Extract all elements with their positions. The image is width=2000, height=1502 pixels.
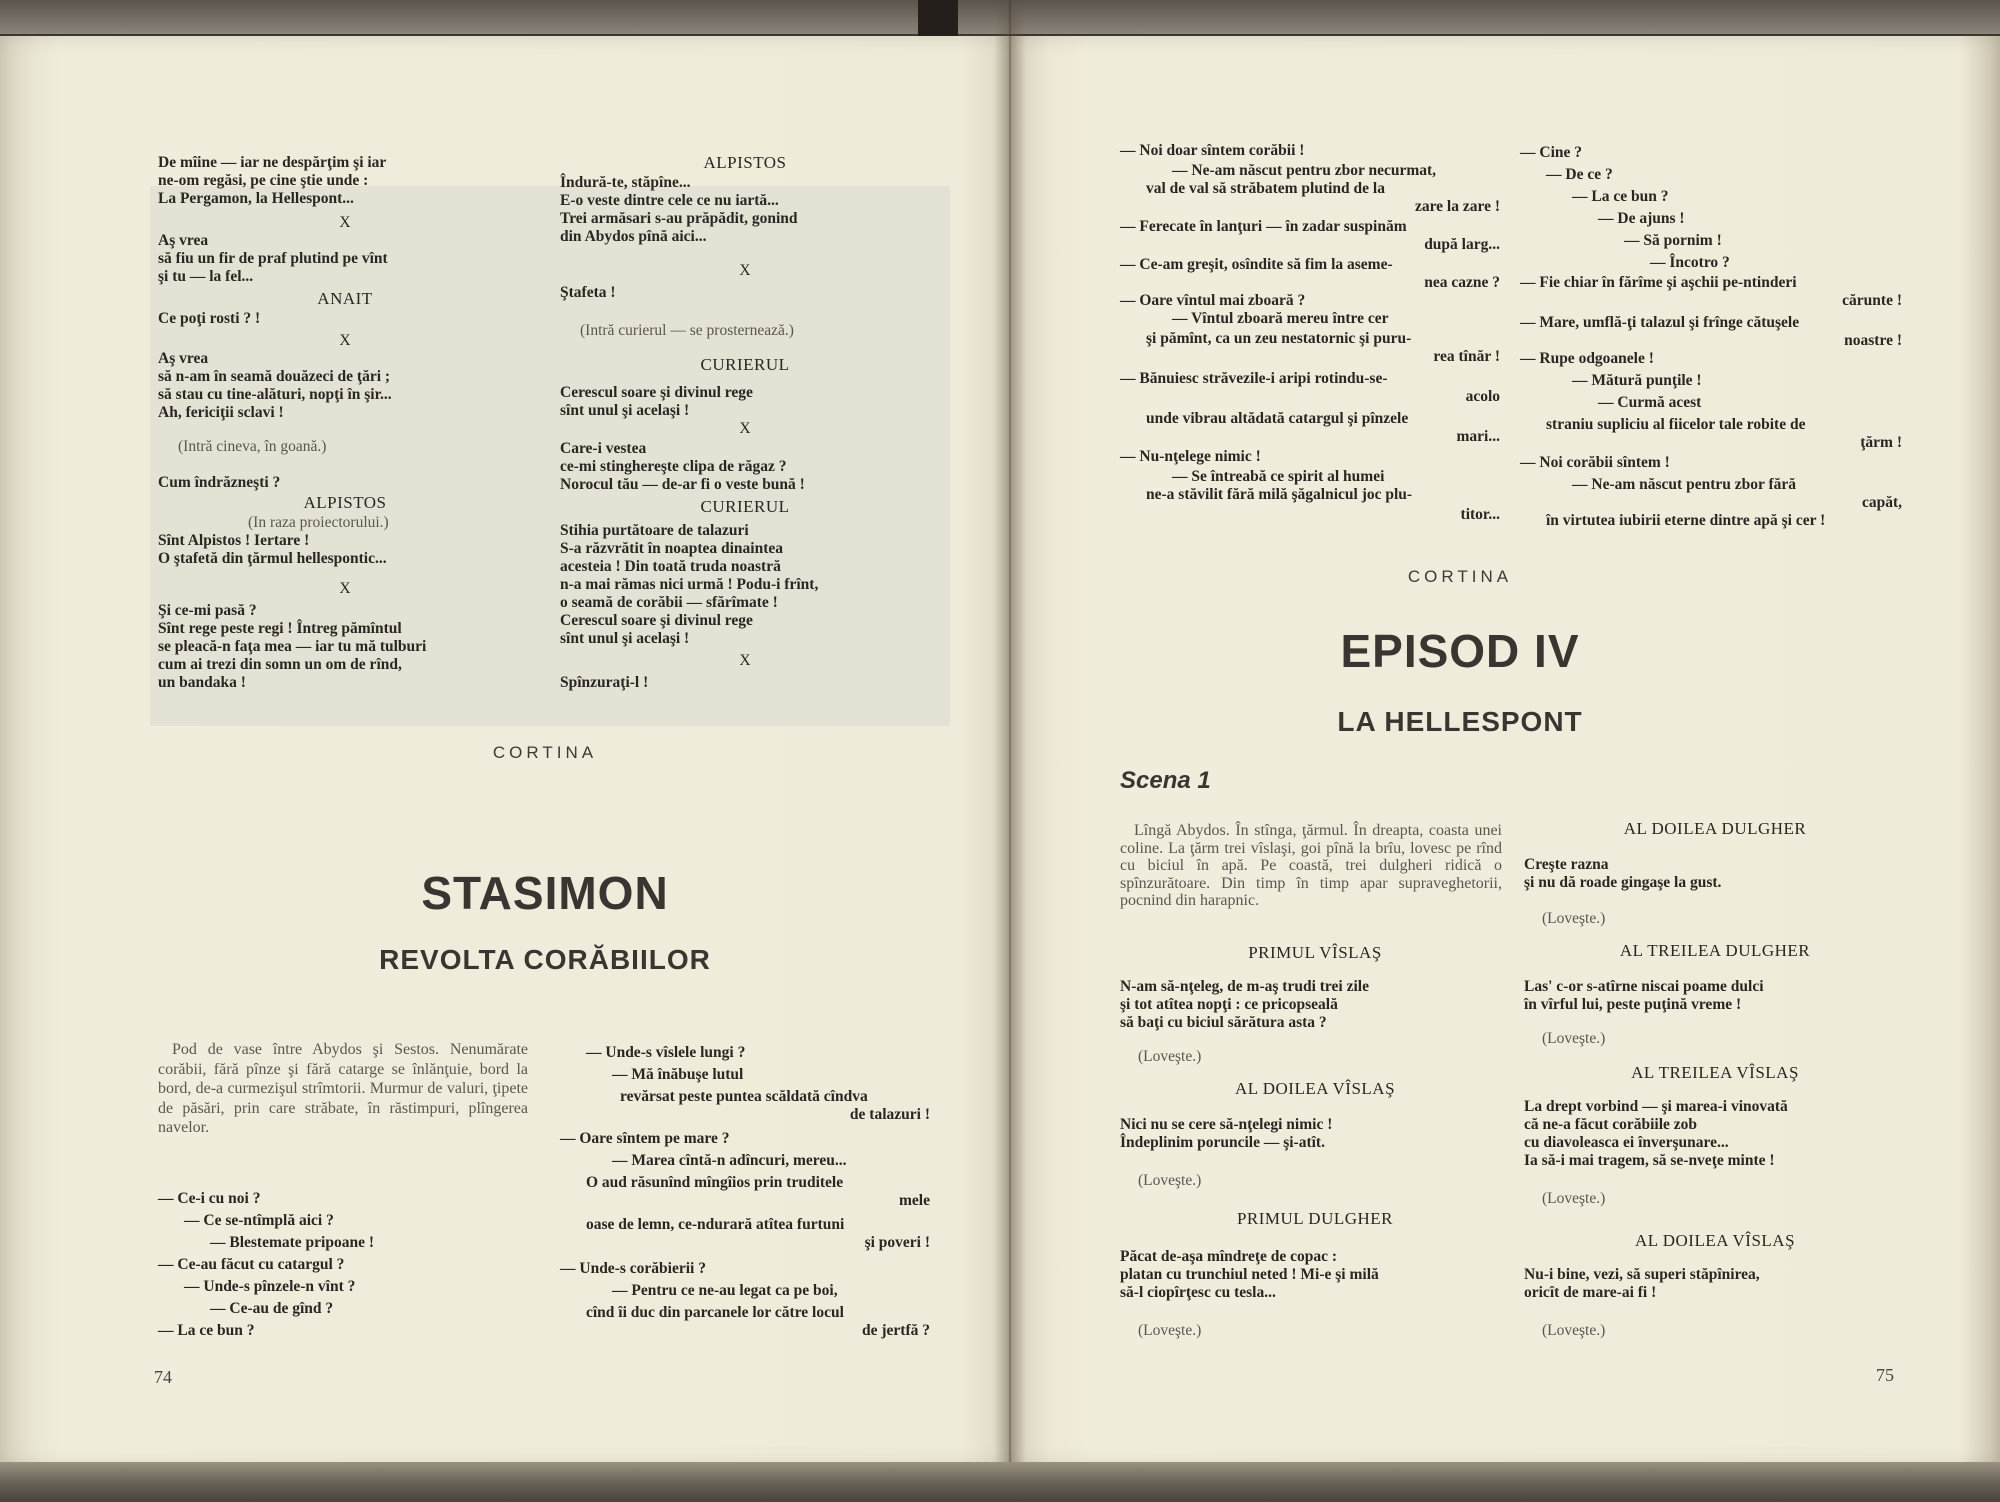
text-line: zare la zare ! xyxy=(1414,198,1500,215)
stage-direction: (Loveşte.) xyxy=(1542,1190,1606,1207)
text-line: cînd îi duc din parcanele lor către locul xyxy=(586,1304,844,1321)
text-line: şi tu — la fel... xyxy=(158,268,254,285)
section-title: EPISOD IV xyxy=(1340,625,1580,677)
stage-direction: (Loveşte.) xyxy=(1138,1048,1202,1065)
text-line: Norocul tău — de-ar fi o veste bună ! xyxy=(560,476,805,493)
text-line: ce-mi stinghereşte clipa de răgaz ? xyxy=(560,458,787,475)
text-line: în vîrful lui, peste puţină vreme ! xyxy=(1524,996,1742,1013)
text-line: — De ce ? xyxy=(1546,166,1613,183)
text-line: — Fie chiar în fărîme şi aşchii pe-ntinderi xyxy=(1520,274,1797,291)
stage-direction: (Loveşte.) xyxy=(1542,1322,1606,1339)
stage-intro: Pod de vase între Abydos şi Sestos. Nenumărate corăbii, fără pînze şi fără catarge se înlănţuie, bord la bord, de-a curmezişul strîmtorii. Murmur de valuri, ţipete de păsări, prin care străbate, în răstimpuri, plîngerea navelor. xyxy=(158,1041,528,1136)
text-line: oricît de mare-ai fi ! xyxy=(1524,1284,1657,1301)
text-line: — Curmă acest xyxy=(1598,394,1702,411)
text-line: val de val să străbatem plutind de la xyxy=(1146,180,1385,197)
text-line: — Mătură punţile ! xyxy=(1572,372,1702,389)
text-line: — Ce-au de gînd ? xyxy=(210,1300,334,1317)
speaker-name: ANAIT xyxy=(317,289,373,308)
text-line: Îndură-te, stăpîne... xyxy=(560,174,691,191)
text-line: Ce poţi rosti ? ! xyxy=(158,310,261,327)
text-line: nea cazne ? xyxy=(1424,274,1500,291)
text-line: Trei armăsari s-au prăpădit, gonind xyxy=(560,210,798,227)
speaker-name: AL TREILEA VÎSLAŞ xyxy=(1631,1063,1799,1082)
speaker-name: AL TREILEA DULGHER xyxy=(1619,941,1811,960)
text-line: n-a mai rămas nici urmă ! Podu-i frînt, xyxy=(560,576,819,593)
text-line: cum ai trezi din somn un om de rînd, xyxy=(158,656,402,673)
stage-direction: (Loveşte.) xyxy=(1542,910,1606,927)
text-line: din Abydos pînă aici... xyxy=(560,228,707,245)
text-line: — Noi corăbii sîntem ! xyxy=(1520,454,1670,471)
text-line: să fiu un fir de praf plutind pe vînt xyxy=(158,250,388,267)
text-line: în virtutea iubirii eterne dintre apă şi cer ! xyxy=(1546,512,1826,529)
text-line: noastre ! xyxy=(1844,332,1902,349)
text-line: Sînt Alpistos ! Iertare ! xyxy=(158,532,310,549)
speaker-name: ALPISTOS xyxy=(303,493,387,512)
speaker-mark: X xyxy=(739,262,751,279)
text-line: — Nu-nţelege nimic ! xyxy=(1120,448,1261,465)
book-bottom-edge xyxy=(0,1462,2000,1502)
text-line: Care-i vestea xyxy=(560,440,647,457)
speaker-mark: X xyxy=(739,420,751,437)
text-line: mari... xyxy=(1456,428,1500,445)
text-line: şi nu dă roade gingaşe la gust. xyxy=(1524,874,1722,891)
left-page xyxy=(0,36,1010,1466)
text-line: cu diavoleasca ei înverşunare... xyxy=(1524,1134,1729,1151)
text-line: — Pentru ce ne-au legat ca pe boi, xyxy=(612,1282,838,1299)
text-line: — Încotro ? xyxy=(1650,254,1730,271)
text-line: Creşte razna xyxy=(1524,856,1609,873)
text-line: — Ce se-ntîmplă aici ? xyxy=(184,1212,334,1229)
text-line: Cum îndrăzneşti ? xyxy=(158,474,281,491)
text-line: Nu-i bine, vezi, să superi stăpînirea, xyxy=(1524,1266,1760,1283)
text-line: ne-om regăsi, pe cine ştie unde : xyxy=(158,172,369,189)
section-subtitle: REVOLTA CORĂBIILOR xyxy=(379,944,711,975)
text-line: Păcat de-aşa mîndreţe de copac : xyxy=(1120,1248,1338,1265)
text-line: să-l ciopîrţesc cu tesla... xyxy=(1120,1284,1276,1301)
text-line: mele xyxy=(899,1192,930,1209)
text-line: şi tot atîtea nopţi : ce pricopseală xyxy=(1120,996,1338,1013)
text-line: titor... xyxy=(1460,506,1500,523)
text-line: O aud răsunînd mîngîios prin truditele xyxy=(586,1174,844,1191)
text-line: cărunte ! xyxy=(1842,292,1902,309)
speaker-name: AL DOILEA DULGHER xyxy=(1623,819,1807,838)
cortina-label: CORTINA xyxy=(492,743,598,762)
text-line: — Vîntul zboară mereu între cer xyxy=(1172,310,1389,327)
text-line: — Ce-am greşit, osîndite să fim la aseme- xyxy=(1120,256,1393,273)
stage-direction: (Loveşte.) xyxy=(1138,1172,1202,1189)
text-line: O ştafetă din ţărmul hellespontic... xyxy=(158,550,387,567)
text-line: — Ce-i cu noi ? xyxy=(158,1190,261,1207)
stage-intro: Lîngă Abydos. În stînga, ţărmul. În dreapta, coasta unei coline. La ţărm trei vîslaşi, goi pînă la brîu, lovesc pe rînd cu biciul în apă. Pe coastă, trei dulgheri ridică o spînzurătoare. Din timp în timp apar supraveghetorii, pocnind din harapnic. xyxy=(1120,822,1502,909)
text-line: Ia să-i mai tragem, să se-nveţe minte ! xyxy=(1524,1152,1775,1169)
text-line: De mîine — iar ne despărţim şi iar xyxy=(158,154,387,171)
text-line: — Ce-au făcut cu catargul ? xyxy=(158,1256,345,1273)
text-line: Sînt rege peste regi ! Întreg pămîntul xyxy=(158,620,402,637)
text-line: să n-am în seamă douăzeci de ţări ; xyxy=(158,368,391,385)
text-line: unde vibrau altădată catargul şi pînzele xyxy=(1146,410,1409,427)
text-line: — Blestemate pripoane ! xyxy=(210,1234,375,1251)
text-line: E-o veste dintre cele ce nu iartă... xyxy=(560,192,779,209)
text-line: — La ce bun ? xyxy=(1572,188,1669,205)
text-line: — La ce bun ? xyxy=(158,1322,255,1339)
text-line: acesteia ! Din toată truda noastră xyxy=(560,558,781,575)
text-line: — Unde-s vîslele lungi ? xyxy=(586,1044,746,1061)
text-line: La drept vorbind — şi marea-i vinovată xyxy=(1524,1098,1788,1115)
text-line: să stau cu tine-alături, nopţi în şir... xyxy=(158,386,392,403)
speaker-name: AL DOILEA VÎSLAŞ xyxy=(1634,1231,1796,1250)
text-line: acolo xyxy=(1465,388,1500,405)
section-title: STASIMON xyxy=(421,867,669,919)
text-line: Îndeplinim poruncile — şi-atît. xyxy=(1120,1134,1325,1151)
text-line: după larg... xyxy=(1424,236,1500,253)
text-line: — Bănuiesc străvezile-i aripi rotindu-se- xyxy=(1120,370,1388,387)
book-spine xyxy=(918,0,958,40)
text-line: — Ferecate în lanţuri — în zadar suspinăm xyxy=(1120,218,1407,235)
text-line: — Oare vîntul mai zboară ? xyxy=(1120,292,1306,309)
text-line: revărsat peste puntea scăldată cîndva xyxy=(620,1088,868,1105)
text-line: şi poveri ! xyxy=(864,1234,930,1251)
text-line: — Unde-s pînzele-n vînt ? xyxy=(184,1278,356,1295)
text-line: — Se întreabă ce spirit al humei xyxy=(1172,468,1385,485)
text-line: — Ne-am născut pentru zbor necurmat, xyxy=(1172,162,1437,179)
stage-direction: (In raza proiectorului.) xyxy=(248,514,389,531)
text-line: — Cine ? xyxy=(1520,144,1582,161)
text-line: să baţi cu biciul sărătura asta ? xyxy=(1120,1014,1327,1031)
speaker-mark: X xyxy=(339,214,351,231)
right-page xyxy=(1010,36,2000,1466)
page-number: 74 xyxy=(154,1367,172,1387)
text-line: ne-a stăvilit fără milă şăgalnicul joc plu- xyxy=(1146,486,1413,503)
book-gutter xyxy=(994,0,1026,1502)
text-line: Ştafeta ! xyxy=(560,284,616,301)
text-line: — Unde-s corăbierii ? xyxy=(560,1260,706,1277)
text-line: de talazuri ! xyxy=(849,1106,930,1123)
text-line: rea tînăr ! xyxy=(1433,348,1500,365)
speaker-name: ALPISTOS xyxy=(703,153,787,172)
text-line: Stihia purtătoare de talazuri xyxy=(560,522,749,539)
stage-direction: (Loveşte.) xyxy=(1542,1030,1606,1047)
speaker-mark: X xyxy=(339,580,351,597)
text-line: o seamă de corăbii — sfărîmate ! xyxy=(560,594,778,611)
text-line: — Să pornim ! xyxy=(1624,232,1722,249)
text-line: Ah, fericiţii sclavi ! xyxy=(158,404,284,421)
text-line: Nici nu se cere să-nţelegi nimic ! xyxy=(1120,1116,1333,1133)
text-line: un bandaka ! xyxy=(158,674,246,691)
text-line: La Pergamon, la Hellespont... xyxy=(158,190,354,207)
text-line: platan cu trunchiul neted ! Mi-e şi milă xyxy=(1120,1266,1379,1283)
text-line: sînt unul şi acelaşi ! xyxy=(560,630,690,647)
text-line: — Oare sîntem pe mare ? xyxy=(560,1130,730,1147)
text-line: Aş vrea xyxy=(158,350,209,367)
text-line: — Mă înăbuşe lutul xyxy=(612,1066,744,1083)
text-line: Aş vrea xyxy=(158,232,209,249)
speaker-name: AL DOILEA VÎSLAŞ xyxy=(1234,1079,1396,1098)
text-line: N-am să-nţeleg, de m-aş trudi trei zile xyxy=(1120,978,1369,995)
stage-direction: (Intră cineva, în goană.) xyxy=(178,438,327,455)
text-line: Şi ce-mi pasă ? xyxy=(158,602,257,619)
text-line: Las' c-or s-atîrne niscai poame dulci xyxy=(1524,978,1764,995)
text-line: oase de lemn, ce-ndurară atîtea furtuni xyxy=(586,1216,845,1233)
text-line: — Ne-am născut pentru zbor fără xyxy=(1572,476,1797,493)
text-line: că ne-a făcut corăbiile zob xyxy=(1524,1116,1698,1133)
cortina-label: CORTINA xyxy=(1407,567,1513,586)
text-line: — Marea cîntă-n adîncuri, mereu... xyxy=(612,1152,847,1169)
text-line: — Noi doar sîntem corăbii ! xyxy=(1120,142,1305,159)
stage-direction: (Loveşte.) xyxy=(1138,1322,1202,1339)
stage-direction: (Intră curierul — se prosternează.) xyxy=(580,322,794,339)
text-line: Cerescul soare şi divinul rege xyxy=(560,384,753,401)
speaker-name: PRIMUL DULGHER xyxy=(1236,1209,1394,1228)
text-line: sînt unul şi acelaşi ! xyxy=(560,402,690,419)
text-line: straniu supliciu al fiicelor tale robite de xyxy=(1546,416,1806,433)
text-line: ţărm ! xyxy=(1860,434,1902,451)
section-subtitle: LA HELLESPONT xyxy=(1337,706,1583,737)
scene-heading: Scena 1 xyxy=(1120,767,1211,794)
speaker-name: PRIMUL VÎSLAŞ xyxy=(1248,943,1382,962)
text-line: capăt, xyxy=(1861,494,1902,511)
text-line: şi pămînt, ca un zeu nestatornic şi puru- xyxy=(1146,330,1412,347)
text-line: — Mare, umflă-ţi talazul şi frînge cătuşele xyxy=(1520,314,1800,331)
speaker-name: CURIERUL xyxy=(700,355,790,374)
speaker-mark: X xyxy=(739,652,751,669)
page-number: 75 xyxy=(1876,1365,1894,1385)
text-line: S-a răzvrătit în noaptea dinaintea xyxy=(560,540,784,557)
text-line: Spînzuraţi-l ! xyxy=(560,674,649,691)
text-line: Cerescul soare şi divinul rege xyxy=(560,612,753,629)
speaker-name: CURIERUL xyxy=(700,497,790,516)
text-line: de jertfă ? xyxy=(862,1322,930,1339)
text-line: se pleacă-n faţa mea — iar tu mă tulburi xyxy=(158,638,427,655)
speaker-mark: X xyxy=(339,332,351,349)
text-line: — Rupe odgoanele ! xyxy=(1520,350,1654,367)
text-line: — De ajuns ! xyxy=(1598,210,1685,227)
